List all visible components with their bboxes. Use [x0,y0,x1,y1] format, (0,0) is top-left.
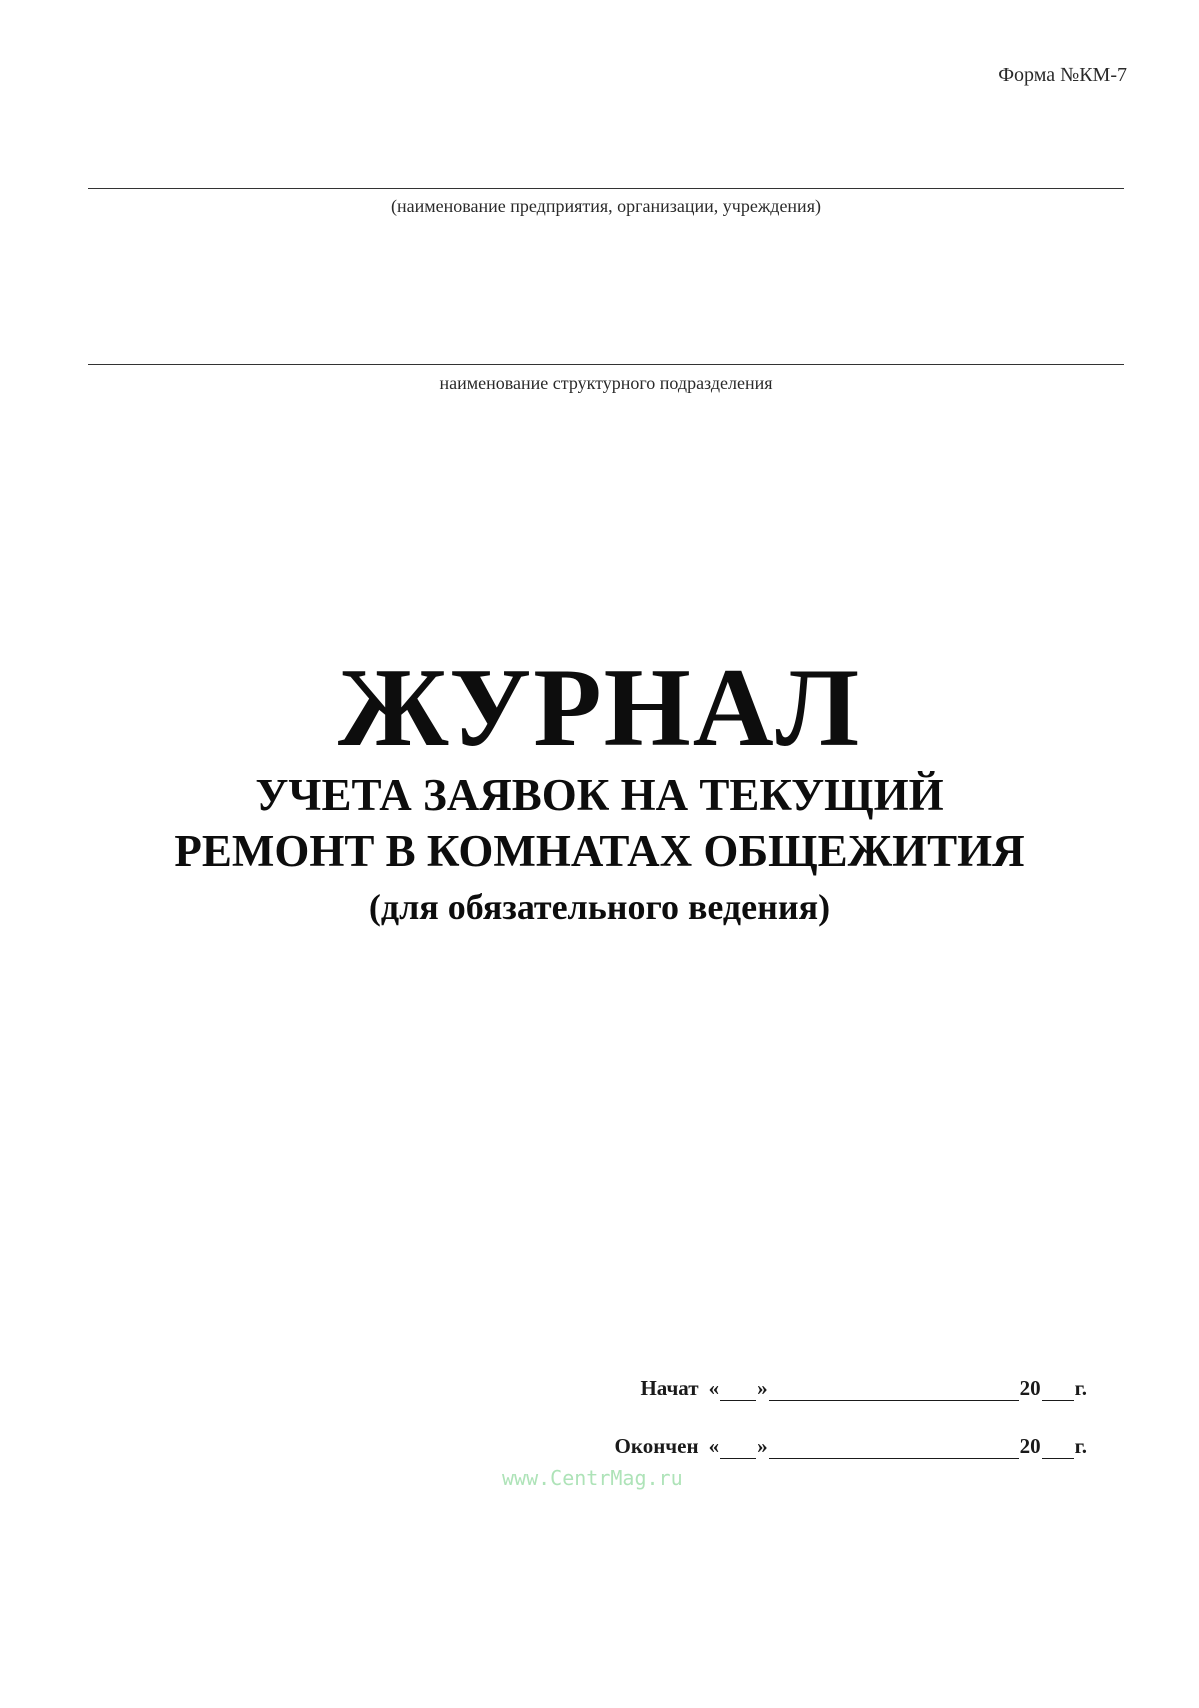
started-year-field[interactable] [1042,1382,1074,1401]
started-day-field[interactable] [720,1382,756,1401]
finished-month-field[interactable] [769,1440,1019,1459]
finished-year-field[interactable] [1042,1440,1074,1459]
journal-note: (для обязательного ведения) [368,887,831,927]
journal-title: ЖУРНАЛ [337,646,862,770]
finished-label: Окончен [614,1434,699,1458]
close-quote: » [757,1434,768,1458]
close-quote: » [757,1376,768,1400]
year-suffix: г. [1074,1434,1087,1458]
organization-blank-line [88,188,1124,189]
journal-subtitle-line-2: РЕМОНТ В КОМНАТАХ ОБЩЕЖИТИЯ [174,826,1025,876]
site-watermark: www.CentrMag.ru [502,1466,683,1490]
open-quote: « [708,1376,720,1400]
form-number: Форма №КМ-7 [998,64,1127,86]
organization-caption: (наименование предприятия, организации, учреждения) [391,196,821,216]
century-prefix: 20 [1019,1434,1041,1458]
open-quote: « [708,1434,720,1458]
journal-subtitle-line-1: УЧЕТА ЗАЯВОК НА ТЕКУЩИЙ [255,770,944,820]
finished-day-field[interactable] [720,1440,756,1459]
department-caption: наименование структурного подразделения [439,373,773,393]
started-label: Начат [640,1376,699,1400]
century-prefix: 20 [1019,1376,1041,1400]
started-month-field[interactable] [769,1382,1019,1401]
finished-date-row [615,1434,1087,1459]
year-suffix: г. [1074,1376,1087,1400]
department-blank-line [88,364,1124,365]
started-date-row [640,1376,1087,1401]
